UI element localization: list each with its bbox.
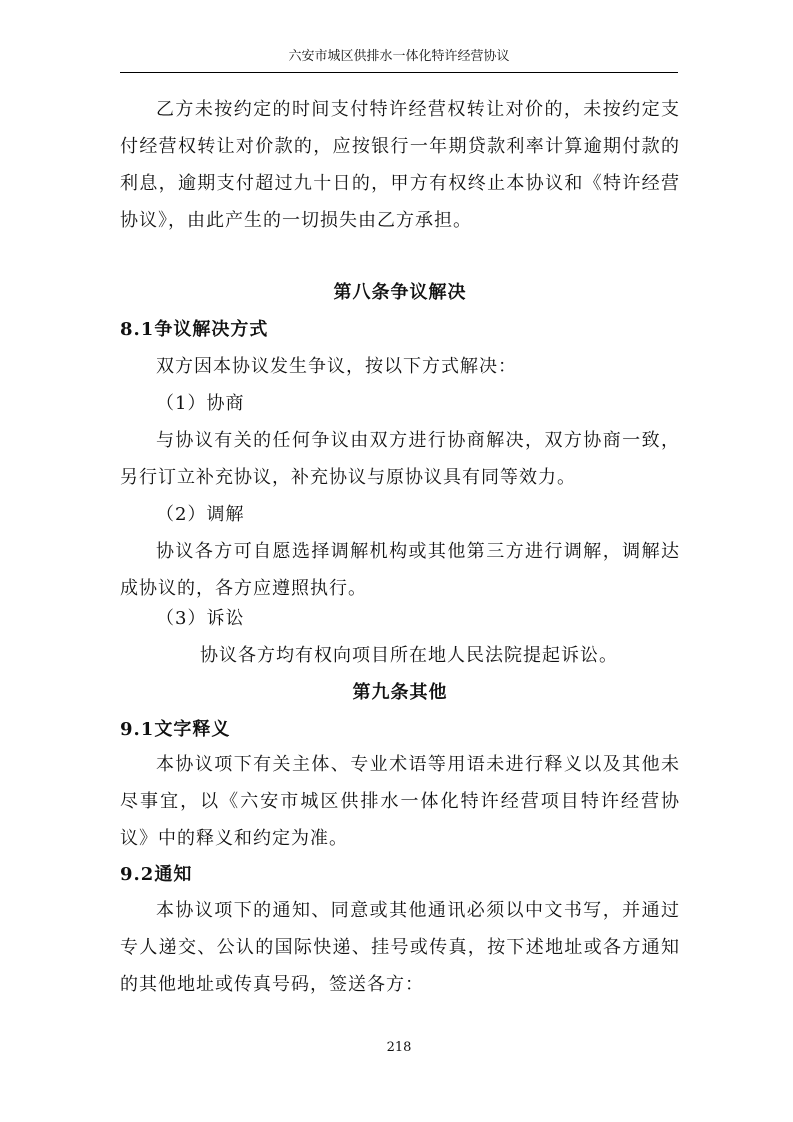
article-8-title: 第八条争议解决	[333, 282, 467, 303]
section-9-2-text: 本协议项下的通知、同意或其他通讯必须以中文书写，并通过专人递交、公认的国际快递、挂号或传真，按下述地址或各方通知的其他地址或传真号码，签送各方：	[120, 900, 680, 995]
running-header: 六安市城区供排水一体化特许经营协议	[288, 49, 510, 64]
section-9-2-heading: 9.2通知	[120, 864, 193, 885]
item-1-text: 与协议有关的任何争议由双方进行协商解决，双方协商一致，另行订立补充协议，补充协议与原协议具有同等效力。	[120, 430, 680, 488]
item-1-label: （1）协商	[156, 393, 245, 414]
section-8-1-heading: 8.1争议解决方式	[120, 319, 269, 340]
item-2-label: （2）调解	[156, 504, 245, 525]
header-rule	[120, 72, 678, 73]
item-2-text: 协议各方可自愿选择调解机构或其他第三方进行调解，调解达成协议的，各方应遵照执行。	[120, 541, 680, 599]
section-8-1-intro: 双方因本协议发生争议，按以下方式解决：	[156, 356, 517, 377]
item-3-text: 协议各方均有权向项目所在地人民法院提起诉讼。	[200, 645, 618, 666]
section-9-1-heading: 9.1文字释义	[120, 719, 231, 740]
section-9-1-text: 本协议项下有关主体、专业术语等用语未进行释义以及其他未尽事宜，以《六安市城区供排水一体化特许经营项目特许经营协议》中的释义和约定为准。	[120, 754, 680, 849]
item-3-label: （3）诉讼	[156, 608, 245, 629]
page-number: 218	[386, 1040, 412, 1055]
article-9-title: 第九条其他	[352, 682, 448, 703]
paragraph-overdue-payment: 乙方未按约定的时间支付特许经营权转让对价的，未按约定支付经营权转让对价款的，应按银行一年期贷款利率计算逾期付款的利息，逾期支付超过九十日的，甲方有权终止本协议和《特许经营协议》，由此产生的一切损失由乙方承担。	[120, 99, 680, 231]
